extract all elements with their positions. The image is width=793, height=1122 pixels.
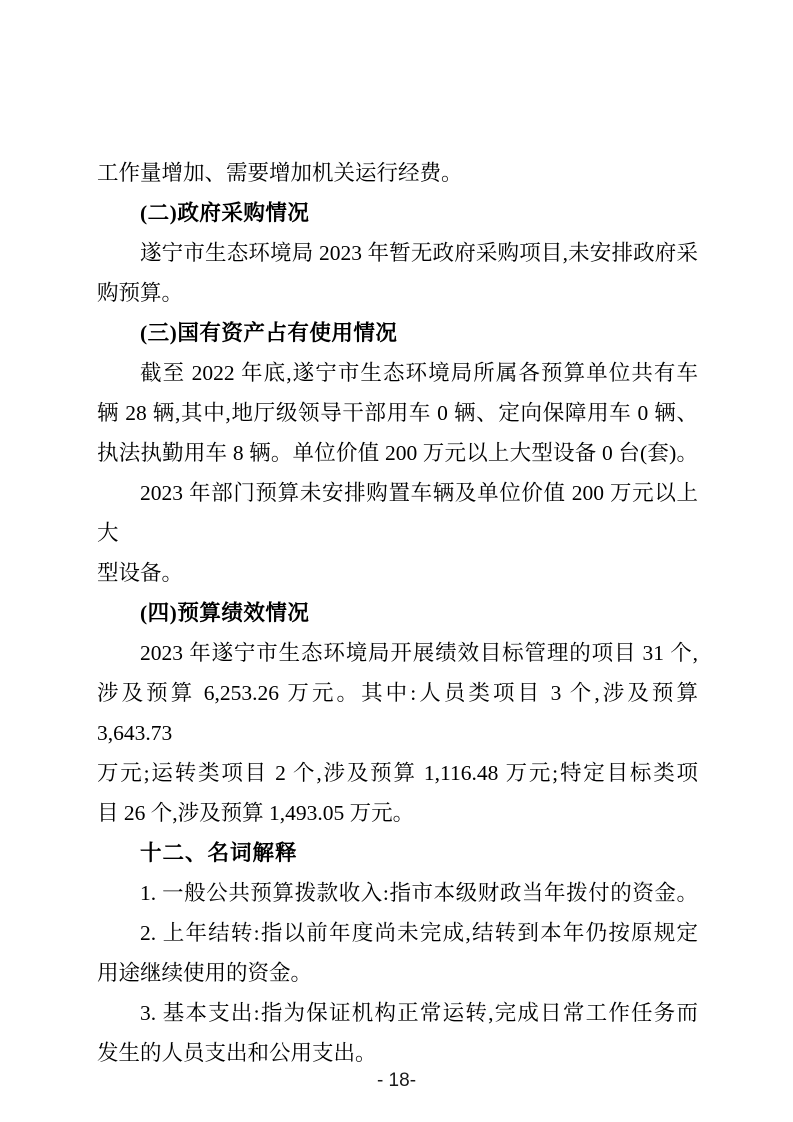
text-line: 截至 2022 年底,遂宁市生态环境局所属各预算单位共有车 [140, 361, 698, 385]
text-line: 涉及预算 6,253.26 万元。其中:人员类项目 3 个,涉及预算 3,643.73 [97, 681, 698, 745]
page-number: - 18- [376, 1070, 417, 1091]
text-line: 1. 一般公共预算拨款收入:指市本级财政当年拨付的资金。 [140, 881, 698, 905]
text-line: 工作量增加、需要增加机关运行经费。 [97, 161, 463, 185]
text-line: 型设备。 [97, 561, 184, 585]
text-line: 万元;运转类项目 2 个,涉及预算 1,116.48 万元;特定目标类项 [97, 761, 698, 785]
text-line: 目 26 个,涉及预算 1,493.05 万元。 [97, 801, 415, 825]
section-heading: (四)预算绩效情况 [140, 601, 310, 625]
text-line: 辆 28 辆,其中,地厅级领导干部用车 0 辆、定向保障用车 0 辆、 [97, 401, 698, 425]
section-heading: 十二、名词解释 [140, 841, 298, 865]
text-line: 2023 年遂宁市生态环境局开展绩效目标管理的项目 31 个, [140, 641, 698, 665]
text-line: 遂宁市生态环境局 2023 年暂无政府采购项目,未安排政府采 [140, 241, 698, 265]
document-content [97, 153, 698, 1073]
section-heading: (三)国有资产占有使用情况 [140, 321, 398, 345]
text-line: 3. 基本支出:指为保证机构正常运转,完成日常工作任务而 [140, 1001, 698, 1025]
text-line: 2023 年部门预算未安排购置车辆及单位价值 200 万元以上大 [97, 481, 698, 545]
page-footer [0, 1070, 793, 1092]
text-line: 发生的人员支出和公用支出。 [97, 1041, 377, 1065]
text-line: 执法执勤用车 8 辆。单位价值 200 万元以上大型设备 0 台(套)。 [97, 441, 698, 465]
text-line: 购预算。 [97, 281, 184, 305]
text-line: 2. 上年结转:指以前年度尚未完成,结转到本年仍按原规定 [140, 921, 698, 945]
section-heading: (二)政府采购情况 [140, 201, 310, 225]
text-line: 用途继续使用的资金。 [97, 961, 313, 985]
